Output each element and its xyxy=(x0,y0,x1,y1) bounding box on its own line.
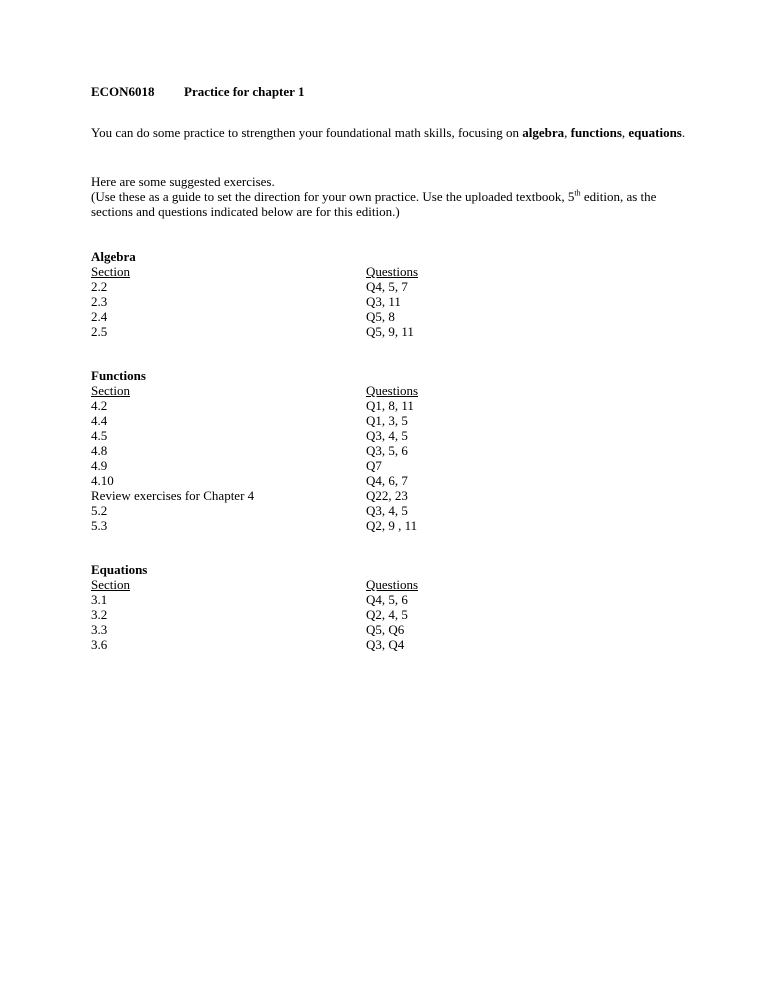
questions-cell: Q5, Q6 xyxy=(366,622,405,637)
section-cell: 4.8 xyxy=(91,443,108,458)
keyword-equations: equations xyxy=(628,125,682,140)
equations-section xyxy=(91,562,691,652)
suggestion-text: (Use these as a guide to set the direction for your own practice. Use the uploaded textbook, 5 xyxy=(91,189,575,204)
suggestion-text: edition, as the sections and questions indicated below are for this edition.) xyxy=(91,189,657,219)
functions-title: Functions xyxy=(91,368,146,383)
table-row xyxy=(91,443,691,458)
table-row xyxy=(91,607,691,622)
suggestion-line-2 xyxy=(91,189,691,219)
table-row xyxy=(91,324,691,339)
intro-separator: , xyxy=(621,125,629,140)
section-column-header: Section xyxy=(91,383,130,398)
questions-cell: Q7 xyxy=(366,458,382,473)
table-row xyxy=(91,503,691,518)
intro-paragraph xyxy=(91,125,691,140)
suggestion-paragraph xyxy=(91,174,691,219)
section-cell: Review exercises for Chapter 4 xyxy=(91,488,255,503)
questions-cell: Q5, 9, 11 xyxy=(366,324,414,339)
questions-cell: Q2, 4, 5 xyxy=(366,607,408,622)
section-cell: 4.2 xyxy=(91,398,108,413)
algebra-title: Algebra xyxy=(91,249,136,264)
section-cell: 5.3 xyxy=(91,518,108,533)
questions-cell: Q3, 5, 6 xyxy=(366,443,408,458)
questions-cell: Q3, 4, 5 xyxy=(366,428,408,443)
table-header-row xyxy=(91,383,691,398)
table-row xyxy=(91,622,691,637)
suggestion-line-1: Here are some suggested exercises. xyxy=(91,174,275,189)
equations-title: Equations xyxy=(91,562,148,577)
table-row xyxy=(91,637,691,652)
section-cell: 3.2 xyxy=(91,607,108,622)
questions-cell: Q2, 9 , 11 xyxy=(366,518,418,533)
section-column-header: Section xyxy=(91,577,130,592)
section-cell: 2.2 xyxy=(91,279,108,294)
questions-cell: Q3, 11 xyxy=(366,294,401,309)
section-cell: 5.2 xyxy=(91,503,108,518)
questions-column-header: Questions xyxy=(366,577,418,592)
table-row xyxy=(91,428,691,443)
section-cell: 3.1 xyxy=(91,592,108,607)
section-cell: 4.9 xyxy=(91,458,108,473)
table-row xyxy=(91,518,691,533)
section-cell: 3.3 xyxy=(91,622,108,637)
questions-cell: Q1, 3, 5 xyxy=(366,413,408,428)
intro-text: You can do some practice to strengthen your foundational math skills, focusing on xyxy=(91,125,523,140)
keyword-functions: functions xyxy=(570,125,622,140)
algebra-section xyxy=(91,249,691,339)
document-page xyxy=(91,0,691,994)
table-row xyxy=(91,279,691,294)
section-column-header: Section xyxy=(91,264,130,279)
table-header-row xyxy=(91,577,691,592)
questions-cell: Q4, 5, 7 xyxy=(366,279,408,294)
section-cell: 4.5 xyxy=(91,428,108,443)
intro-separator: , xyxy=(564,125,571,140)
table-row xyxy=(91,413,691,428)
table-row xyxy=(91,294,691,309)
section-cell: 2.3 xyxy=(91,294,108,309)
questions-cell: Q1, 8, 11 xyxy=(366,398,414,413)
section-cell: 3.6 xyxy=(91,637,108,652)
functions-section xyxy=(91,368,691,533)
table-header-row xyxy=(91,264,691,279)
table-row xyxy=(91,458,691,473)
table-row xyxy=(91,398,691,413)
document-heading xyxy=(91,84,304,99)
section-cell: 2.5 xyxy=(91,324,108,339)
questions-column-header: Questions xyxy=(366,264,418,279)
intro-end: . xyxy=(681,125,686,140)
questions-cell: Q3, Q4 xyxy=(366,637,405,652)
document-title: Practice for chapter 1 xyxy=(184,84,305,99)
questions-cell: Q22, 23 xyxy=(366,488,408,503)
questions-cell: Q5, 8 xyxy=(366,309,395,324)
course-code: ECON6018 xyxy=(91,84,155,99)
keyword-algebra: algebra xyxy=(522,125,565,140)
table-row xyxy=(91,592,691,607)
section-cell: 2.4 xyxy=(91,309,108,324)
questions-cell: Q4, 5, 6 xyxy=(366,592,408,607)
questions-column-header: Questions xyxy=(366,383,418,398)
section-cell: 4.4 xyxy=(91,413,108,428)
table-row xyxy=(91,488,691,503)
section-cell: 4.10 xyxy=(91,473,114,488)
table-row xyxy=(91,309,691,324)
table-row xyxy=(91,473,691,488)
questions-cell: Q3, 4, 5 xyxy=(366,503,408,518)
edition-superscript: th xyxy=(574,188,581,198)
questions-cell: Q4, 6, 7 xyxy=(366,473,408,488)
